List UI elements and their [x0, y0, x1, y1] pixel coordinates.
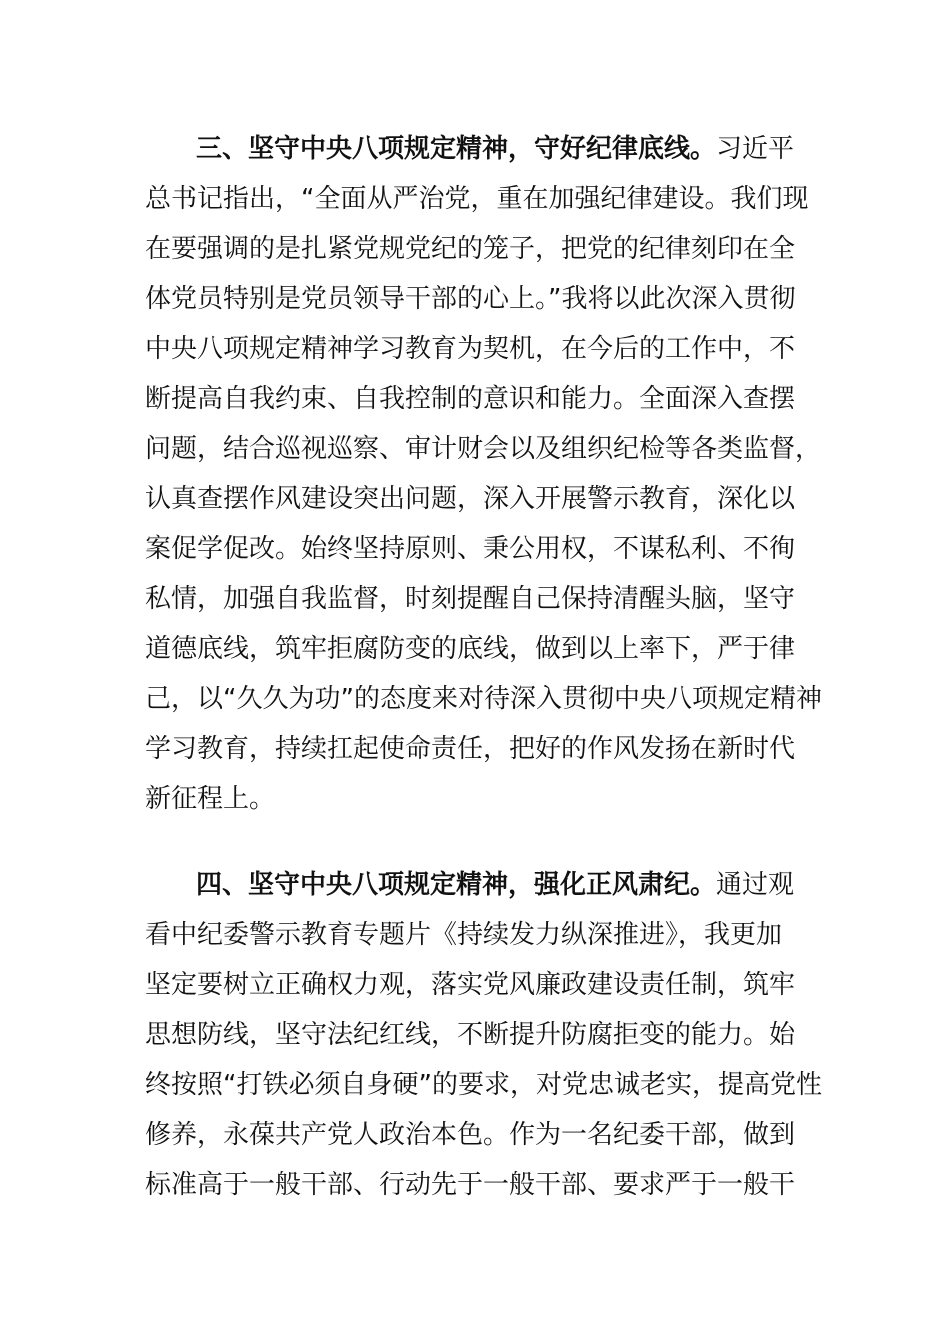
section3-heading: 三、坚守中央八项规定精神，守好纪律底线。 [196, 134, 717, 164]
section3-line: 问题，结合巡视巡察、审计财会以及组织纪检等各类监督， [145, 434, 822, 464]
section3-line: 在要强调的是扎紧党规党纪的笼子，把党的纪律刻印在全 [145, 234, 796, 264]
section3-line: 道德底线，筑牢拒腐防变的底线，做到以上率下，严于律 [145, 634, 796, 664]
section3-line: 体党员特别是党员领导干部的心上。”我将以此次深入贯彻 [145, 284, 796, 314]
section4-line: 修养，永葆共产党人政治本色。作为一名纪委干部，做到 [145, 1120, 796, 1150]
section4-first-line [196, 860, 816, 910]
section3-line: 断提高自我约束、自我控制的意识和能力。全面深入查摆 [145, 384, 796, 414]
section4-line: 坚定要树立正确权力观，落实党风廉政建设责任制，筑牢 [145, 970, 796, 1000]
section3-line: 中央八项规定精神学习教育为契机，在今后的工作中，不 [145, 334, 796, 364]
section3-line: 己，以“久久为功”的态度来对待深入贯彻中央八项规定精神 [145, 684, 822, 714]
section3-line: 私情，加强自我监督，时刻提醒自己保持清醒头脑，坚守 [145, 584, 796, 614]
section3-line: 新征程上。 [145, 784, 276, 814]
section3-line: 总书记指出，“全面从严治党，重在加强纪律建设。我们现 [145, 184, 809, 214]
section4-line: 标准高于一般干部、行动先于一般干部、要求严于一般干 [145, 1170, 796, 1200]
section3-line: 学习教育，持续扛起使命责任，把好的作风发扬在新时代 [145, 734, 796, 764]
section4-heading: 四、坚守中央八项规定精神，强化正风肃纪。 [196, 870, 717, 900]
section3-line: 认真查摆作风建设突出问题，深入开展警示教育，深化以 [145, 484, 796, 514]
section3-first-line [196, 124, 816, 174]
section4-line: 看中纪委警示教育专题片《持续发力纵深推进》，我更加 [145, 920, 783, 950]
section4-line: 思想防线，坚守法纪红线，不断提升防腐拒变的能力。始 [145, 1020, 796, 1050]
section3-line: 习近平 [716, 134, 795, 164]
section4-line: 通过观 [716, 870, 795, 900]
section3-line: 案促学促改。始终坚持原则、秉公用权，不谋私利、不徇 [145, 534, 796, 564]
section4-line: 终按照“打铁必须自身硬”的要求，对党忠诚老实，提高党性 [145, 1070, 822, 1100]
